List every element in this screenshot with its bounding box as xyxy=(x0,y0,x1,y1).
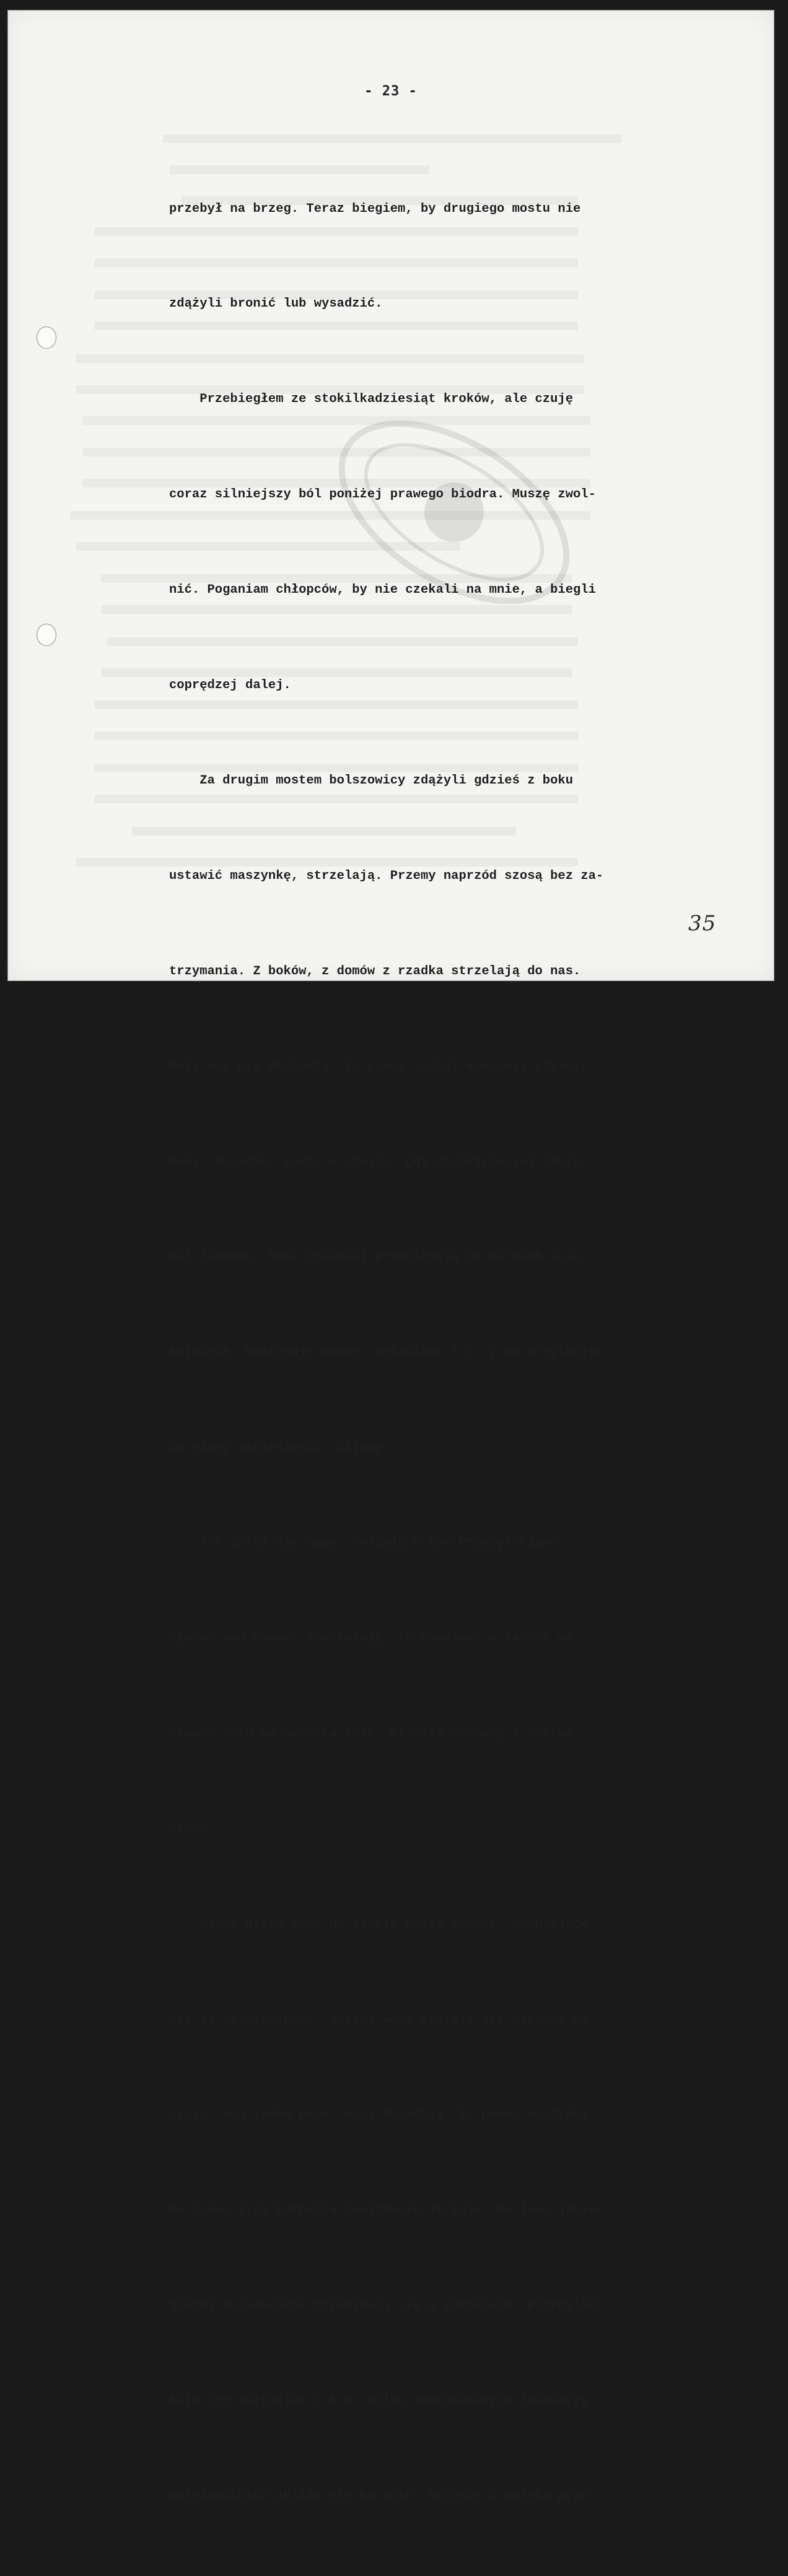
text-line: Siadam nad rowem. Konstatuję, że rewolwer w taszce na xyxy=(169,1631,574,1646)
text-line: Widzę przed sobą na szosie nasze sekcje, uganiające xyxy=(169,1917,589,1932)
text-line: nić. Poganiam chłopców, by nie czekali na mnie, a biegli xyxy=(169,583,596,598)
text-line: do szosy wzniesieniu. Bijemy. xyxy=(169,1441,390,1456)
text-line: coraz silniejszy ból poniżej prawego biodra. Muszę zwol- xyxy=(169,487,596,502)
text-line: bolszewickich zbliża się ku mnie. Krzyczę z daleka prze- xyxy=(169,2489,596,2504)
text-line: wiony. xyxy=(169,1822,215,1836)
text-line: przebył na brzeg. Teraz biegiem, by drugiego mostu nie xyxy=(169,201,581,216)
text-line: coprędzej dalej. xyxy=(169,678,291,693)
page-number: - 23 - xyxy=(364,84,418,99)
text-line: zdążyli bronić lub wysadzić. xyxy=(169,297,383,312)
text-line: się za bolszewikami. Jakieś wozy starają się wjechać na xyxy=(169,2012,589,2027)
text-line: grupki bolszewików przemykają się w zaroślach. Przybylski xyxy=(169,2299,604,2313)
text-line: dał ładunek. Most chłopaki przebiegają na karkach ucie- xyxy=(169,1250,589,1265)
text-line: Boki nas nie obchodzą, to rzecz 2-giej kompanii czyścić xyxy=(169,1059,589,1074)
handwritten-page-number: 35 xyxy=(688,911,717,936)
text-line: Na prawo 2-ga kompania gwałtownie strzela. Na lewo jakieś xyxy=(169,2203,604,2218)
punch-hole-lower xyxy=(37,624,56,646)
document-page xyxy=(7,10,774,2504)
text-line: Przebiegłem ze stokilkadziesiąt kroków, ale czuję xyxy=(169,392,574,407)
text-line: Iść dalej nie mogę. Melduję o tym Przybylskiemu. xyxy=(169,1536,566,1551)
text-line: szosę, koń jeden pada, nasi dopadają. To pewno maszynki. xyxy=(169,2108,596,2123)
text-line: każe ich ostrzelać z k.m. Kilku zakrwawionych żołnierzy xyxy=(169,2394,589,2409)
text-line: prawym boku ma odciętą lufę. Płaszcz porwany i pokrwa- xyxy=(169,1726,581,1741)
text-line: trzymania. Z boków, z domów z rzadka strzelają do nas. xyxy=(169,964,581,979)
text-line: boki. Dopadamy mostu w chwili, gdy nieprzyjaciel zakła- xyxy=(169,1155,589,1169)
text-line: ustawić maszynkę, strzelają. Przemy naprzód szosą bez za- xyxy=(169,868,604,883)
text-line: kających. Następuje pogoń. Ustawiamy k.m.-y na przyległym xyxy=(169,1345,604,1360)
punch-hole-upper xyxy=(37,326,56,349)
text-line: Za drugim mostem bolszowicy zdążyli gdzieś z boku xyxy=(169,773,574,788)
typewritten-body xyxy=(169,129,739,2576)
